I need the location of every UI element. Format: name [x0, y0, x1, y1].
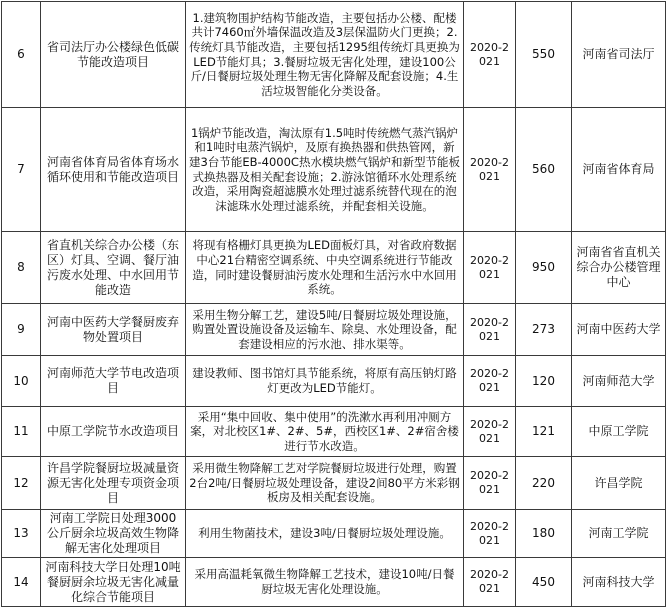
- project-name: 河南省体育局省体育场水循环使用和节能改造项目: [41, 108, 186, 232]
- table-row: [2, 108, 666, 232]
- row-number: 14: [2, 558, 41, 607]
- project-amount: 450: [516, 558, 572, 607]
- project-org: 河南省司法厅: [572, 2, 666, 108]
- project-content: 建设教师、图书馆灯具节能系统，将原有高压钠灯路灯更改为LED节能灯。: [186, 356, 464, 407]
- row-number: 10: [2, 356, 41, 407]
- project-org: 河南工学院: [572, 510, 666, 558]
- row-number: 11: [2, 407, 41, 457]
- project-content: 利用生物菌技术，建设3吨/日餐厨垃圾处理设施。: [186, 510, 464, 558]
- project-period: 2020-2021: [464, 108, 516, 232]
- project-org: 河南省体育局: [572, 108, 666, 232]
- project-content: 采用“集中回收、集中使用”的洗漱水再利用冲厕方案，对北校区1#、2#、5#，西校区1#、2#宿舍楼进行节水改造。: [186, 407, 464, 457]
- project-amount: 560: [516, 108, 572, 232]
- row-number: 6: [2, 2, 41, 108]
- project-name: 河南科技大学日处理10吨餐厨厨余垃圾无害化减量化综合节能项目: [41, 558, 186, 607]
- project-name: 中原工学院节水改造项目: [41, 407, 186, 457]
- row-number: 9: [2, 304, 41, 356]
- project-org: 河南中医药大学: [572, 304, 666, 356]
- project-name: 河南师范大学节电改造项目: [41, 356, 186, 407]
- project-amount: 180: [516, 510, 572, 558]
- project-content: 采用微生物降解工艺对学院餐厨垃圾进行处理，购置2台2吨/日餐厨垃圾处理设备，建设2间80平方米彩钢板房及相关配套设施。: [186, 457, 464, 510]
- project-content: 采用高温耗氧微生物降解工艺技术，建设10吨/日餐厨垃圾无害化处理设施。: [186, 558, 464, 607]
- project-name: 省直机关综合办公楼（东区）灯具、空调、餐厅油污废水处理、中水回用节能改造: [41, 232, 186, 304]
- project-period: 2020-2021: [464, 457, 516, 510]
- project-amount: 121: [516, 407, 572, 457]
- table-row: [2, 510, 666, 558]
- row-number: 8: [2, 232, 41, 304]
- project-content: 将现有格栅灯具更换为LED面板灯具，对省政府数据中心21台精密空调系统、中央空调系统进行节能改造，同时建设餐厨油污废水处理和生活污水中水回用系统。: [186, 232, 464, 304]
- table-row: [2, 558, 666, 607]
- project-name: 河南中医药大学餐厨废弃物处置项目: [41, 304, 186, 356]
- project-content: 1.建筑物围护结构节能改造，主要包括办公楼、配楼共计7460㎡外墙保温改造及3层保温防火门更换；2.传统灯具节能改造，主要包括1295组传统灯具更换为LED节能灯具；3.餐厨垃圾无害化处理，建设100公斤/日餐厨垃圾处理生物无害化降解及配套设施；4.生活垃圾智能化分类设备。: [186, 2, 464, 108]
- project-table: [1, 1, 666, 607]
- table-row: [2, 232, 666, 304]
- project-org: 河南师范大学: [572, 356, 666, 407]
- project-period: 2020-2021: [464, 558, 516, 607]
- project-org: 中原工学院: [572, 407, 666, 457]
- project-content: 1锅炉节能改造，淘汰原有1.5吨时传统燃气蒸汽锅炉和1吨时电蒸汽锅炉，及原有换热器和供热管网，新建3台节能EB-4000C热水模块燃气锅炉和新型节能板式换热器及相关配套设施；2.游泳馆循环水处理系统改造，采用陶瓷超滤膜水处理过滤系统替代现在的泡沫滤珠水处理过滤系统，并配套相关设施。: [186, 108, 464, 232]
- project-org: 河南省省直机关综合办公楼管理中心: [572, 232, 666, 304]
- table-row: [2, 356, 666, 407]
- project-period: 2020-2021: [464, 510, 516, 558]
- table-row: [2, 407, 666, 457]
- row-number: 12: [2, 457, 41, 510]
- project-name: 河南工学院日处理3000公斤厨余垃圾高效生物降解无害化处理项目: [41, 510, 186, 558]
- row-number: 7: [2, 108, 41, 232]
- project-org: 河南科技大学: [572, 558, 666, 607]
- table-row: [2, 457, 666, 510]
- project-amount: 950: [516, 232, 572, 304]
- project-period: 2020-2021: [464, 304, 516, 356]
- project-amount: 220: [516, 457, 572, 510]
- project-period: 2020-2021: [464, 356, 516, 407]
- project-period: 2020-2021: [464, 407, 516, 457]
- project-amount: 273: [516, 304, 572, 356]
- project-amount: 550: [516, 2, 572, 108]
- table-row: [2, 2, 666, 108]
- project-name: 许昌学院餐厨垃圾减量资源无害化处理专项资金项目: [41, 457, 186, 510]
- project-period: 2020-2021: [464, 2, 516, 108]
- row-number: 13: [2, 510, 41, 558]
- project-name: 省司法厅办公楼绿色低碳节能改造项目: [41, 2, 186, 108]
- project-content: 采用生物分解工艺，建设5吨/日餐厨垃圾处理设施，购置处置设施设备及运输车、除臭、水处理设备，配套建设相应的污水池、排水渠等。: [186, 304, 464, 356]
- table-row: [2, 304, 666, 356]
- project-period: 2020-2021: [464, 232, 516, 304]
- project-org: 许昌学院: [572, 457, 666, 510]
- project-amount: 120: [516, 356, 572, 407]
